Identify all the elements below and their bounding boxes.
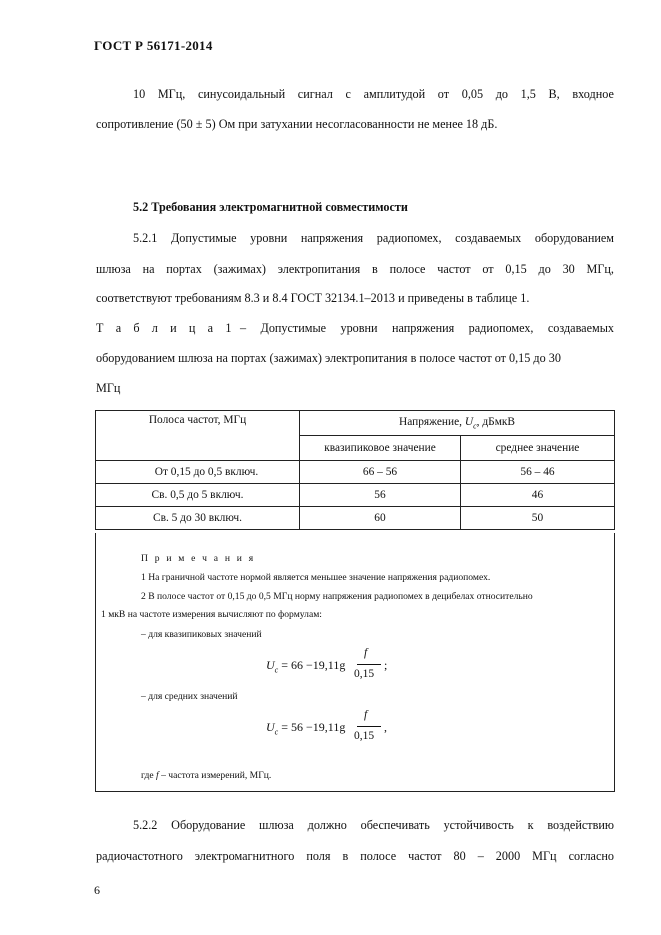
word: в (342, 849, 349, 863)
section-title: 5.2 Требования электромагнитной совместимости (133, 200, 408, 214)
word: (зажимах) (213, 262, 266, 276)
table-notes (95, 533, 615, 792)
word: МГц (532, 849, 557, 863)
word: частот (408, 849, 442, 863)
word: 0,05 (461, 87, 484, 101)
word: уровни (340, 321, 378, 335)
word: радиопомех, (468, 321, 534, 335)
row-avg: 46 (461, 484, 615, 507)
word: 1,5 (520, 87, 536, 101)
formula-qp-denominator: 0,15 (354, 668, 375, 680)
word: 5.2.1 (133, 231, 158, 245)
word: полосе (389, 262, 426, 276)
formula-qp-end: ; (384, 658, 388, 672)
document-header: ГОСТ Р 56171-2014 (94, 38, 213, 53)
avg-label: – для средних значений (141, 691, 238, 702)
col-header-qp: квазипиковое значение (300, 436, 461, 461)
word: Допустимые (170, 231, 237, 245)
row-band: Св. 5 до 30 включ. (96, 507, 300, 530)
table-caption-line2: оборудованием шлюза на портах (зажимах) электропитания в полосе частот от 0,15 до 30 (96, 351, 561, 365)
word: 80 (453, 849, 466, 863)
word: в (372, 262, 378, 276)
word: устойчивость (443, 818, 514, 832)
word: амплитудой (363, 87, 426, 101)
word: поля (306, 849, 331, 863)
table-caption-line3: МГц (96, 381, 121, 395)
word: входное (572, 87, 614, 101)
formula-qp-sub: c (274, 665, 279, 675)
para-top-line2: сопротивление (50 ± 5) Ом при затухании несогласованности не менее 18 дБ. (96, 117, 498, 131)
word: шлюза (259, 818, 294, 832)
word: шлюза (96, 262, 131, 276)
row-band: Св. 0,5 до 5 включ. (96, 484, 300, 507)
formula-avg (266, 720, 345, 736)
para-522-line1 (133, 818, 614, 833)
col-header-avg: среднее значение (461, 436, 615, 461)
where-pre: где (141, 770, 156, 781)
page-number: 6 (94, 883, 100, 897)
formula-qp-fraction-bar (357, 664, 381, 665)
word: до (495, 87, 508, 101)
formula-avg-numerator: f (364, 709, 368, 721)
note-1: 1 На граничной частоте нормой является меньшее значение напряжения радиопомех. (141, 572, 491, 583)
word: до (538, 262, 551, 276)
table-caption-line1 (96, 321, 614, 336)
formula-qp (266, 658, 345, 674)
para-522-line2 (96, 849, 614, 864)
word: МГц, (157, 87, 186, 101)
word: В, (548, 87, 560, 101)
word: уровни (250, 231, 288, 245)
note-2-line2: 1 мкВ на частоте измерения вычисляют по формулам: (101, 609, 322, 620)
word: должно (307, 818, 347, 832)
word: портах (166, 262, 202, 276)
row-qp: 60 (300, 507, 461, 530)
row-avg: 56 – 46 (461, 461, 615, 484)
word: Допустимые (260, 321, 327, 335)
voltage-header-text: Напряжение, (398, 415, 465, 428)
word: – (477, 849, 484, 863)
word: 30 (562, 262, 575, 276)
formula-qp-rhs: = 66 −19,11g (278, 658, 346, 672)
table-caption-label: Т а б л и ц а 1 (96, 321, 237, 335)
word: оборудованием (534, 231, 614, 245)
notes-title: П р и м е ч а н и я (141, 553, 256, 564)
word: Оборудование (171, 818, 246, 832)
limits-table (95, 410, 615, 530)
formula-avg-denominator: 0,15 (354, 730, 375, 742)
col-header-voltage (300, 411, 615, 436)
word: на (142, 262, 155, 276)
row-qp: 56 (300, 484, 461, 507)
word: частот (437, 262, 471, 276)
table-row (96, 461, 615, 484)
row-band: От 0,15 до 0,5 включ. (96, 461, 300, 484)
word: напряжения (391, 321, 455, 335)
formula-avg-end: , (384, 720, 387, 734)
table-row (96, 507, 615, 530)
word: синусоидальный (197, 87, 286, 101)
word: 0,15 (505, 262, 527, 276)
row-avg: 50 (461, 507, 615, 530)
voltage-sub: c (473, 421, 477, 431)
word: радиочастотного (96, 849, 183, 863)
word: от (437, 87, 450, 101)
row-qp: 66 – 56 (300, 461, 461, 484)
word: напряжения (300, 231, 364, 245)
table-caption-text (240, 321, 614, 336)
word: согласно (568, 849, 614, 863)
word: к (527, 818, 534, 832)
word: создаваемых (455, 231, 522, 245)
para-521-line3: соответствуют требованиям 8.3 и 8.4 ГОСТ 32134.1–2013 и приведены в таблице 1. (96, 291, 530, 305)
formula-avg-var: U (266, 720, 275, 734)
word: полосе (360, 849, 397, 863)
formula-avg-rhs: = 56 −19,11g (278, 720, 346, 734)
qp-label: – для квазипиковых значений (141, 629, 262, 640)
where-line (141, 770, 271, 781)
word: сигнал (297, 87, 333, 101)
table-row (96, 484, 615, 507)
formula-qp-var: U (266, 658, 275, 672)
para-521-line2 (96, 262, 614, 277)
note-2-line1: 2 В полосе частот от 0,15 до 0,5 МГц норму напряжения радиопомех в децибелах относительно (141, 591, 533, 602)
where-var: f (156, 770, 159, 781)
col-header-band: Полоса частот, МГц (96, 411, 300, 461)
word: МГц, (586, 262, 614, 276)
where-post: – частота измерений, МГц. (158, 770, 272, 781)
word: 10 (133, 87, 146, 101)
word: обеспечивать (360, 818, 430, 832)
para-top-line1 (133, 87, 614, 102)
word: электромагнитного (194, 849, 295, 863)
voltage-unit: , дБмкВ (476, 415, 516, 428)
word: воздействию (547, 818, 614, 832)
word: 5.2.2 (133, 818, 158, 832)
word: – (240, 321, 247, 335)
formula-avg-sub: c (274, 727, 279, 737)
formula-qp-numerator: f (364, 647, 368, 659)
word: с (345, 87, 351, 101)
word: радиопомех, (376, 231, 442, 245)
word: электропитания (277, 262, 361, 276)
para-521-line1 (133, 231, 614, 246)
word: от (482, 262, 494, 276)
voltage-var: U (464, 415, 474, 428)
formula-avg-fraction-bar (357, 726, 381, 727)
word: создаваемых (547, 321, 614, 335)
word: 2000 (495, 849, 521, 863)
